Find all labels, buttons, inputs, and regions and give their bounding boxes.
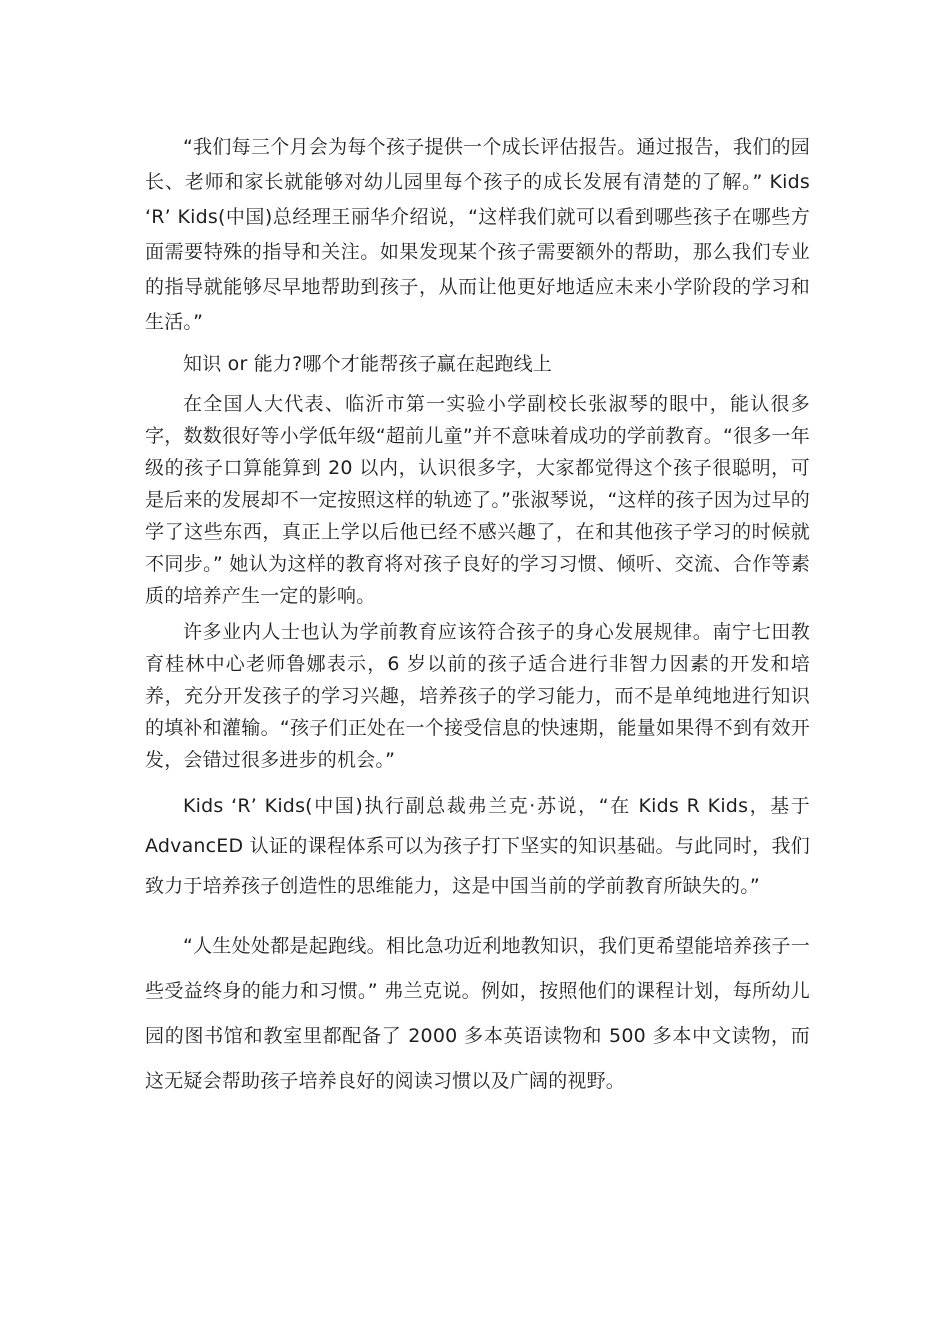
paragraph-growth-report: “我们每三个月会为每个孩子提供一个成长评估报告。通过报告，我们的园长、老师和家长就能够对幼儿园里每个孩子的成长发展有清楚的了解。” Kids ‘R’ Kids(中国)总经理王丽华介绍说，“这样我们就可以看到哪些孩子在哪些方面需要特殊的指导和关注。如果发现某个孩子需要额外的帮助，那么我们专业的指导就能够尽早地帮助到孩子，从而让他更好地适应未来小学阶段的学习和生活。”: [145, 136, 810, 333]
section-heading: 知识 or 能力?哪个才能帮孩子赢在起跑线上: [183, 353, 553, 375]
paragraph-lu-na: 许多业内人士也认为学前教育应该符合孩子的身心发展规律。南宁七田教育桂林中心老师鲁娜表示，6 岁以前的孩子适合进行非智力因素的开发和培养，充分开发孩子的学习兴趣，培养孩子的学习能力，而不是单纯地进行知识的填补和灌输。“孩子们正处在一个接受信息的快速期，能量如果得不到有效开发，会错过很多进步的机会。”: [145, 621, 810, 771]
paragraph-frank-su: Kids ‘R’ Kids(中国)执行副总裁弗兰克·苏说，“在 Kids R Kids，基于 AdvancED 认证的课程体系可以为孩子打下坚实的知识基础。与此同时，我们致力于培养孩子创造性的思维能力，这是中国当前的学前教育所缺失的。”: [145, 795, 810, 897]
paragraph-zhang-shuqin: 在全国人大代表、临沂市第一实验小学副校长张淑琴的眼中，能认很多字，数数很好等小学低年级“超前儿童”并不意味着成功的学前教育。“很多一年级的孩子口算能算到 20 以内，认识很多字，大家都觉得这个孩子很聪明，可是后来的发展却不一定按照这样的轨迹了。”张淑琴说，“这样的孩子因为过早的学了这些东西，真正上学以后他已经不感兴趣了，在和其他孩子学习的时候就不同步。” 她认为这样的教育将对孩子良好的学习习惯、倾听、交流、合作等素质的培养产生一定的影响。: [145, 393, 810, 607]
paragraph-reading-habits: “人生处处都是起跑线。相比急功近利地教知识，我们更希望能培养孩子一些受益终身的能力和习惯。” 弗兰克说。例如，按照他们的课程计划，每所幼儿园的图书馆和教室里都配备了 2000 多本英语读物和 500 多本中文读物，而这无疑会帮助孩子培养良好的阅读习惯以及广阔的视野。: [145, 935, 810, 1092]
article-body: [145, 130, 810, 1104]
